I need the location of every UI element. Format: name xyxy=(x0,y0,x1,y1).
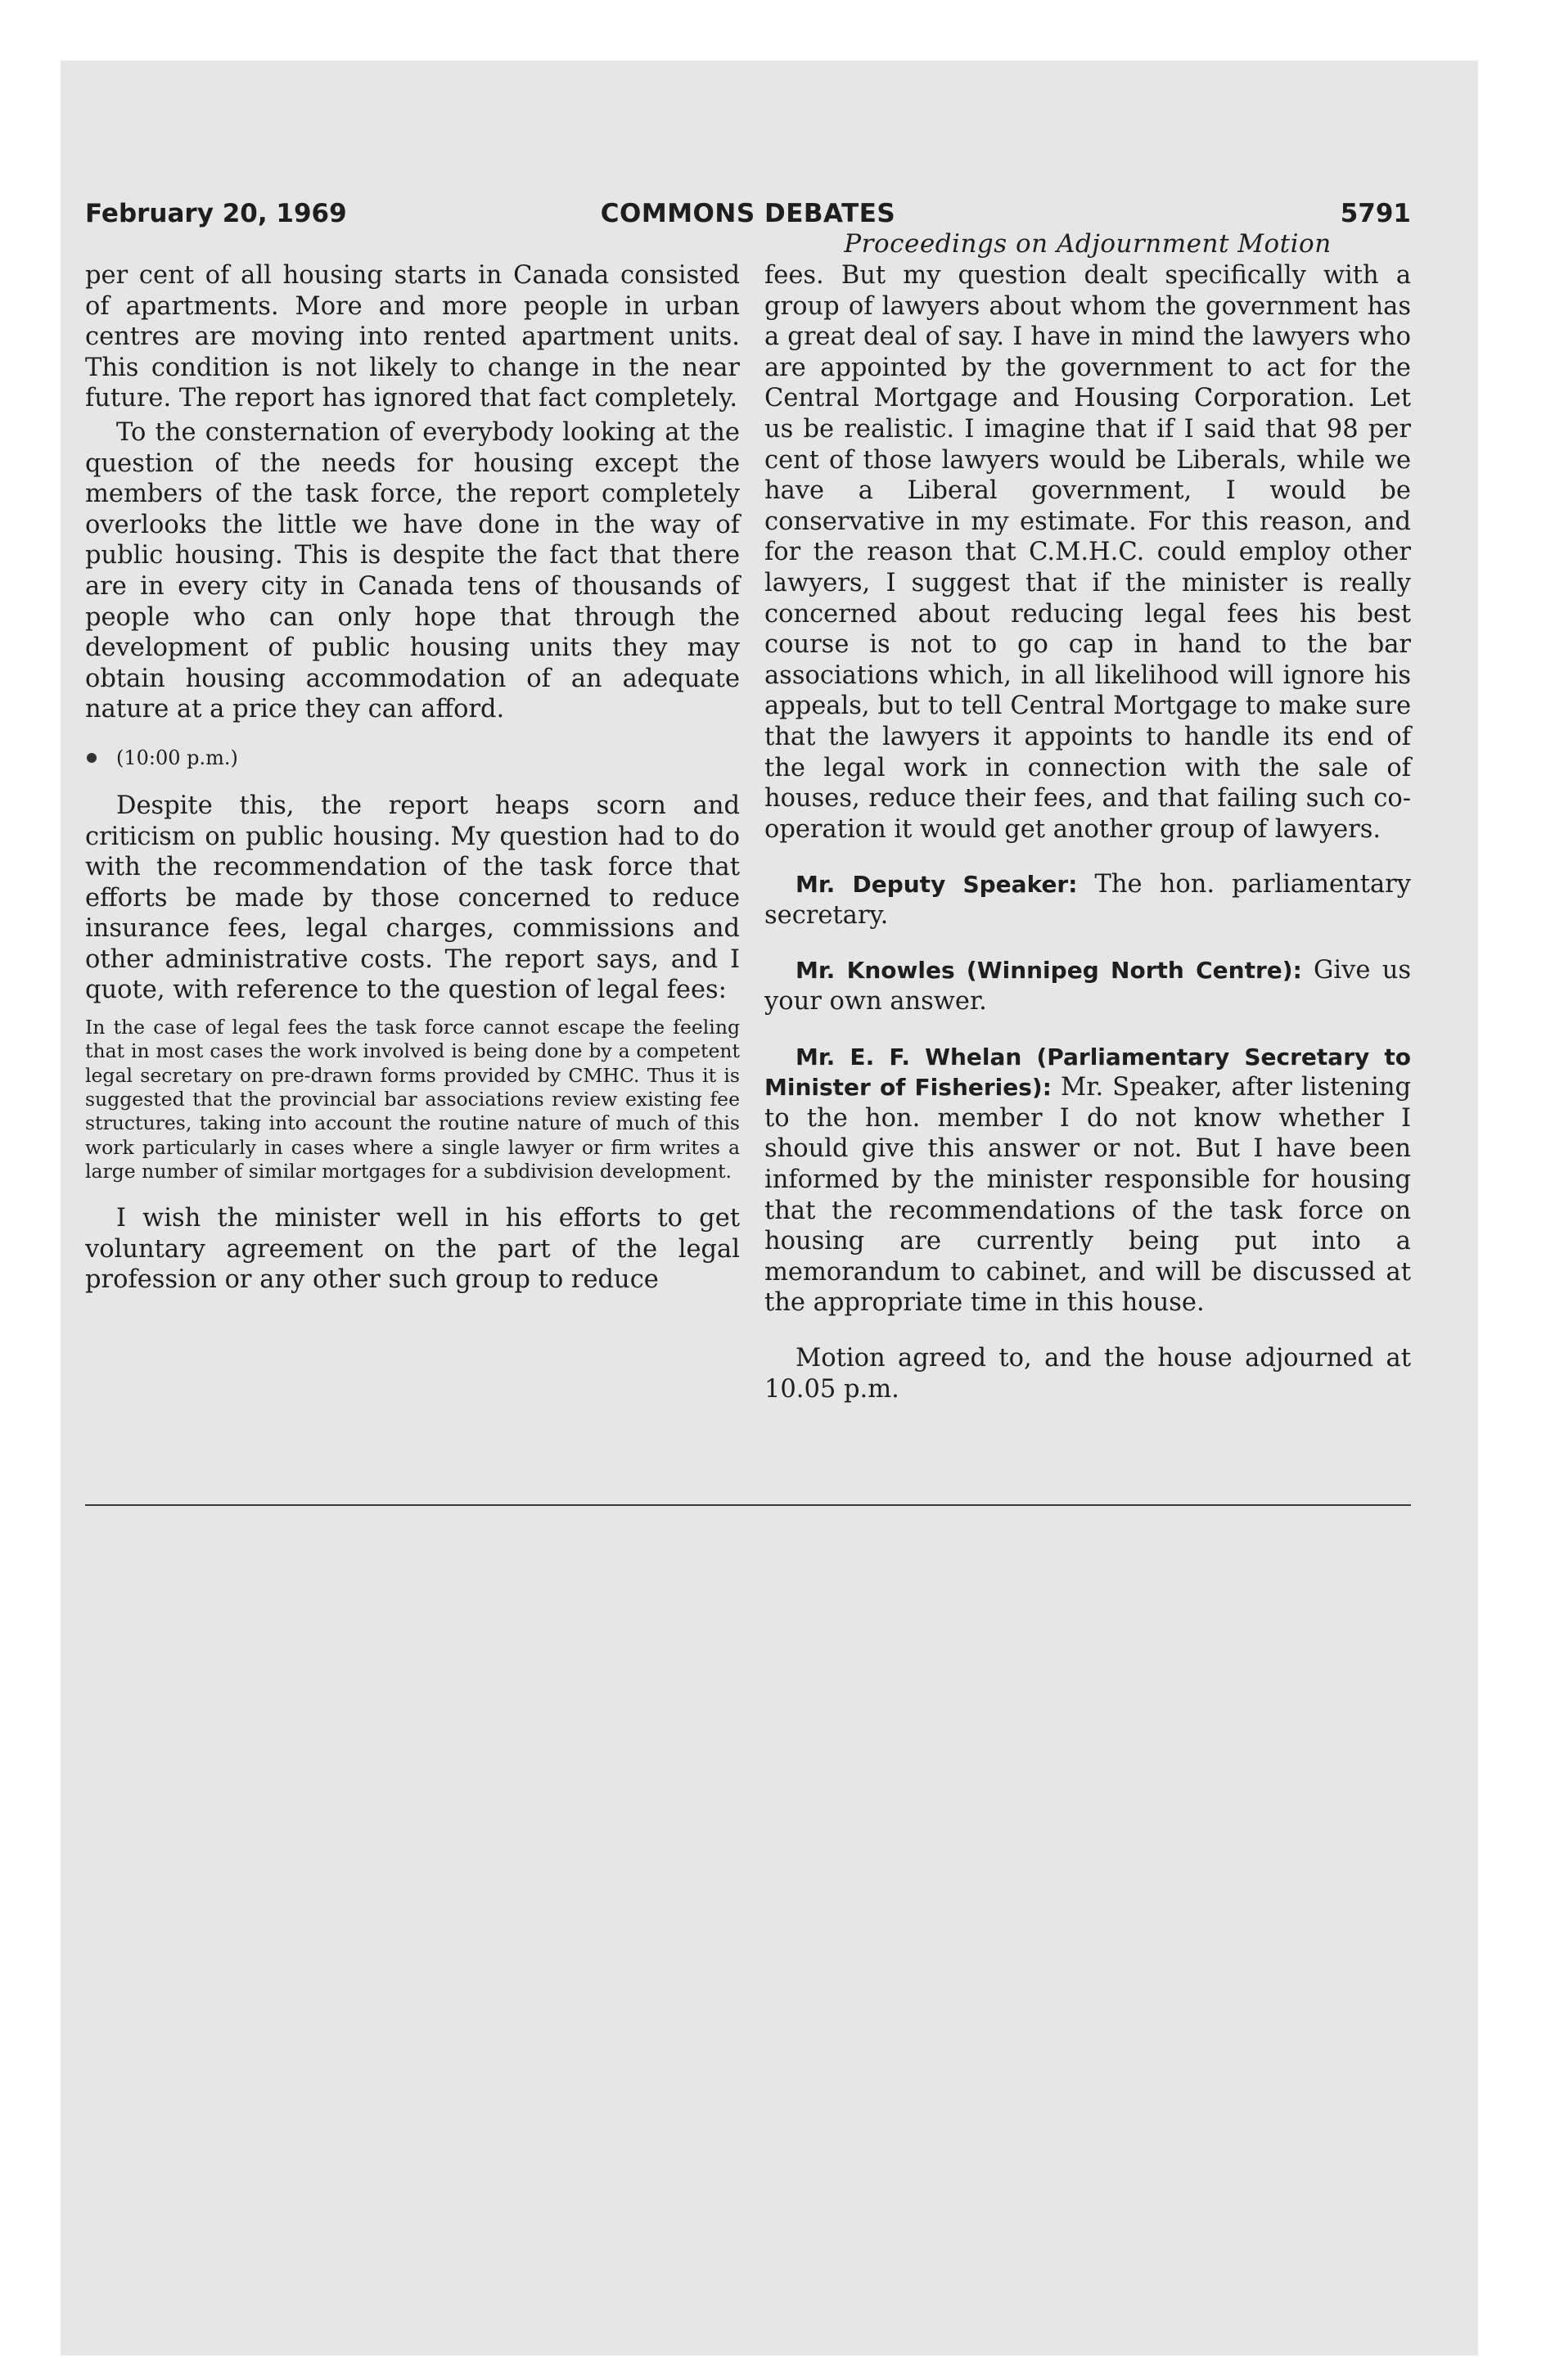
speech-text: Give us your own answer. xyxy=(764,956,1411,1016)
speech-text: The hon. parliamentary secretary. xyxy=(764,870,1411,930)
speech-text: Mr. Speaker, after listening to the hon. member I do not know whether I should give this answer or not. But I have been informed by the minister responsible for housing that the recommendations of the task force on housing are currently being put into a memorandum to cabinet, and will be discussed at the appropriate time in this house. xyxy=(764,1073,1411,1318)
page-number: 5791 xyxy=(1340,199,1411,228)
header-date: February 20, 1969 xyxy=(85,199,347,228)
speaker-name: Mr. Deputy Speaker: xyxy=(796,871,1078,899)
right-paragraph-1: fees. But my question dealt specifically with a group of lawyers about whom the government has a great deal of say. I have in mind the lawyers who are appointed by the government to act for the Central Mortgage and Housing Corporation. Let us be realistic. I imagine that if I said that 98 per cent of those lawyers would be Liberals, while we have a Liberal government, I would be conservative in my estimate. For this reason, and for the reason that C.M.H.C. could employ other lawyers, I suggest that if the minister is really concerned about reducing legal fees his best course is not to go cap in hand to the bar associations which, in all likelihood will ignore his appeals, but to tell Central Mortgage to make sure that the lawyers it appoints to handle its end of the legal work in connection with the sale of houses, reduce their fees, and that failing such co-operation it would get another group of lawyers. xyxy=(764,261,1411,844)
time-marker-text: (10:00 p.m.) xyxy=(116,746,238,769)
left-paragraph-4: I wish the minister well in his efforts to get voluntary agreement on the part of the legal profession or any other such group to reduce xyxy=(85,1204,740,1295)
closing-statement: Motion agreed to, and the house adjourned at 10.05 p.m. xyxy=(764,1344,1411,1404)
speaker-name: Mr. E. F. Whelan (Parliamentary Secretary to Minister of Fisheries): xyxy=(764,1043,1411,1102)
header-title: COMMONS DEBATES xyxy=(600,199,896,228)
left-paragraph-1: per cent of all housing starts in Canada consisted of apartments. More and more people in urban centres are moving into rented apartment units. This condition is not likely to change in the near future. The report has ignored that fact completely. xyxy=(85,261,740,413)
speech-whelan xyxy=(764,1042,1411,1318)
section-subheading: Proceedings on Adjournment Motion xyxy=(844,229,1332,259)
left-paragraph-3: Despite this, the report heaps scorn and criticism on public housing. My question had to do with the recommendation of the task force that efforts be made by those concerned to reduce insurance fees, legal charges, commissions and other administrative costs. The report says, and I quote, with reference to the question of legal fees: xyxy=(85,791,740,1005)
left-paragraph-2: To the consternation of everybody looking at the question of the needs for housing except the members of the task force, the report completely overlooks the little we have done in the way of public housing. This is despite the fact that there are in every city in Canada tens of thousands of people who can only hope that through the development of public housing units they may obtain housing accommodation of an adequate nature at a price they can afford. xyxy=(85,417,740,724)
time-marker xyxy=(85,741,740,774)
speech-knowles xyxy=(764,955,1411,1016)
speech-deputy-speaker xyxy=(764,869,1411,931)
left-column xyxy=(85,260,740,1296)
speaker-name: Mr. Knowles (Winnipeg North Centre): xyxy=(796,957,1302,985)
block-quote: In the case of legal fees the task force cannot escape the feeling that in most cases the work involved is being done by a competent legal secretary on pre-drawn forms provided by CMHC. Thus it is suggested that the provincial bar associations review existing fee structures, taking into account the routine nature of much of this work particularly in cases where a single lawyer or firm writes a large number of similar mortgages for a subdivision development. xyxy=(85,1016,740,1183)
right-column xyxy=(764,228,1411,1404)
bullet-icon xyxy=(87,753,97,763)
divider xyxy=(85,1504,1411,1506)
